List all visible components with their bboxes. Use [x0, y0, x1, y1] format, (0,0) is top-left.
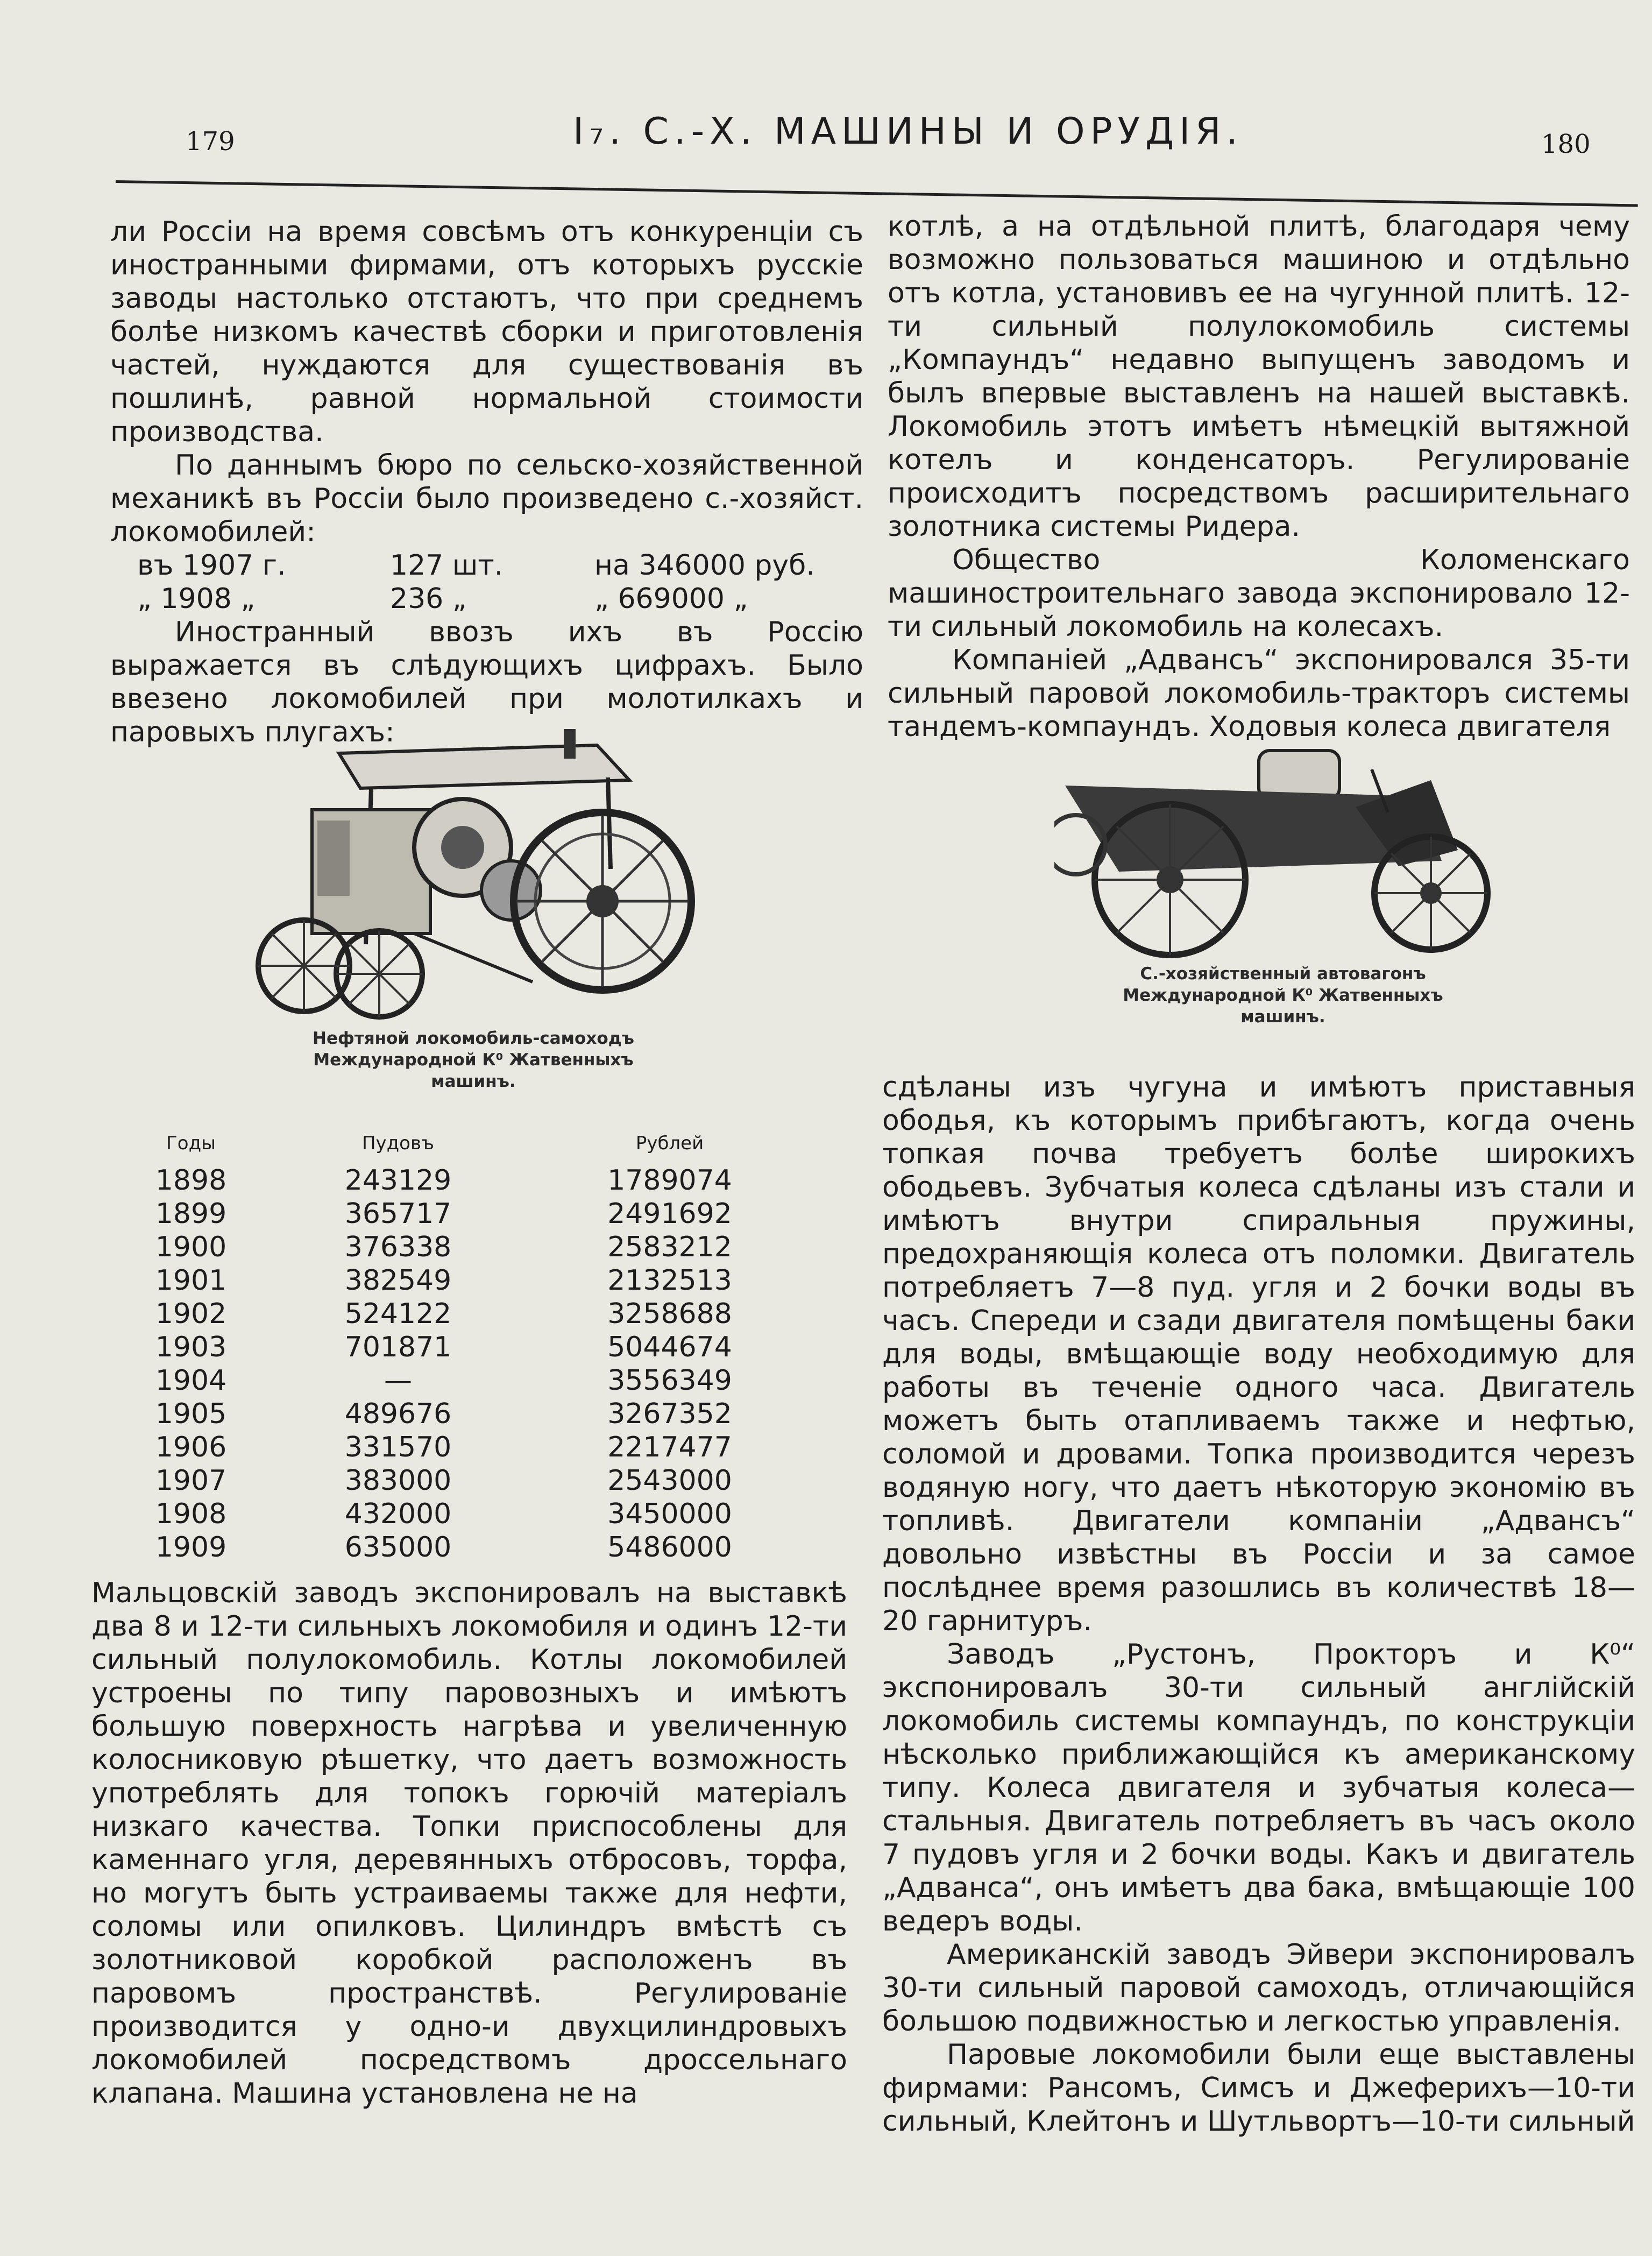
header-rule — [116, 180, 1638, 207]
production-count: 236 „ — [390, 583, 467, 615]
table-row — [134, 1397, 791, 1431]
table-row — [134, 1497, 791, 1531]
cell-poods: 524122 — [344, 1298, 452, 1330]
figure-caption-right — [1068, 963, 1498, 1028]
production-value: „ 669000 „ — [594, 583, 748, 615]
column-header-poods: Пудовъ — [361, 1133, 435, 1154]
table-row — [134, 1364, 791, 1397]
paragraph: Заводъ „Рустонъ, Прокторъ и К⁰“ экспонировалъ 30-ти сильный англійскій локомобиль системы компаундъ, по конструкціи нѣсколько приближающійся къ американскому типу. Колеса двигателя и зубчатыя колеса—стальныя. Двигатель потребляетъ въ часъ около 7 пудовъ угля и 2 бочки воды. Какъ и двигатель „Адванса“, онъ имѣетъ два бака, вмѣщающіе 100 ведеръ воды. — [882, 1638, 1635, 1937]
cell-year: 1906 — [155, 1431, 227, 1463]
cell-rubles: 5486000 — [607, 1531, 732, 1564]
table-row — [134, 1264, 791, 1297]
cell-rubles: 3450000 — [607, 1498, 732, 1530]
import-table — [134, 1133, 791, 1564]
production-row — [137, 549, 815, 582]
caption-line: Международной К⁰ Жатвенныхъ — [1123, 986, 1443, 1005]
paragraph: Паровые локомобили были еще выставлены фирмами: Рансомъ, Симсъ и Джеферихъ—10-ти сильный, Клейтонъ и Шутльвортъ—10-ти сильный — [882, 2039, 1635, 2138]
autowagon-illustration — [1054, 748, 1501, 963]
cell-poods: 376338 — [344, 1231, 452, 1263]
cell-poods: 383000 — [344, 1465, 452, 1497]
cell-rubles: 3556349 — [607, 1364, 732, 1397]
column-header-years: Годы — [166, 1133, 216, 1154]
cell-rubles: 2543000 — [607, 1465, 732, 1497]
cell-rubles: 3267352 — [607, 1398, 732, 1430]
tractor-illustration — [253, 729, 699, 1020]
table-row — [134, 1230, 791, 1264]
cell-poods: 243129 — [344, 1164, 452, 1197]
production-count: 127 шт. — [390, 549, 504, 582]
production-table — [137, 549, 815, 616]
cell-poods: 331570 — [344, 1431, 452, 1463]
caption-line: машинъ. — [1240, 1007, 1325, 1027]
caption-line: С.-хозяйственный автовагонъ — [1140, 964, 1426, 984]
cell-poods: 635000 — [344, 1531, 452, 1564]
table-row — [134, 1431, 791, 1464]
production-value: на 346000 руб. — [594, 549, 815, 582]
cell-rubles: 2583212 — [607, 1231, 732, 1263]
table-row — [134, 1464, 791, 1497]
paragraph: Компаніей „Адвансъ“ экспонировался 35-ти сильный паровой локомобиль-тракторъ системы тандемъ-компаундъ. Ходовыя колеса двигателя — [888, 644, 1630, 743]
cell-year: 1907 — [155, 1465, 227, 1497]
table-row — [134, 1197, 791, 1230]
cell-rubles: 1789074 — [607, 1164, 732, 1197]
paragraph: Мальцовскій заводъ экспонировалъ на выставкѣ два 8 и 12-ти сильныхъ локомобиля и одинъ 12-ти сильный полулокомобиль. Котлы локомобилей устроены по типу паровозныхъ и имѣютъ большую поверхность нагрѣва и увеличенную колосниковую рѣшетку, что даетъ возможность употреблять для топокъ горючій матеріалъ низкаго качества. Топки приспособлены для каменнаго угля, деревянныхъ отбросовъ, торфа, но могутъ быть устраиваемы также для нефти, соломы или опилковъ. Цилиндръ вмѣстѣ съ золотниковой коробкой расположенъ въ паровомъ пространствѣ. Регулированіе производится у одно-и двухцилиндровыхъ локомобилей посредствомъ дроссельнаго клапана. Машина установлена не на — [91, 1577, 847, 2110]
cell-poods: 489676 — [344, 1398, 452, 1430]
caption-line: машинъ. — [431, 1072, 516, 1091]
cell-year: 1903 — [155, 1331, 227, 1363]
cell-year: 1901 — [155, 1264, 227, 1297]
cell-year: 1902 — [155, 1298, 227, 1330]
page-title: I₇. С.-Х. МАШИНЫ И ОРУДІЯ. — [573, 110, 1243, 153]
table-header-row — [134, 1133, 791, 1164]
cell-year: 1904 — [155, 1364, 227, 1397]
paragraph: Общество Коломенскаго машиностроительнаго завода экспонировало 12-ти сильный локомобиль на колесахъ. — [888, 544, 1630, 643]
page-number-right: 180 — [1541, 129, 1591, 159]
cell-rubles: 2491692 — [607, 1198, 732, 1230]
cell-rubles: 5044674 — [607, 1331, 732, 1363]
cell-rubles: 2132513 — [607, 1264, 732, 1297]
table-row — [134, 1531, 791, 1564]
paragraph: котлѣ, а на отдѣльной плитѣ, благодаря чему возможно пользоваться машиною и отдѣльно отъ котла, установивъ ее на чугунной плитѣ. 12-ти сильный полулокомобиль системы „Компаундъ“ недавно выпущенъ заводомъ и былъ впервые выставленъ на нашей выставкѣ. Локомобиль этотъ имѣетъ нѣмецкій вытяжной котелъ и конденсаторъ. Регулированіе происходитъ посредствомъ расширительнаго золотника системы Ридера. — [888, 210, 1630, 543]
production-row — [137, 582, 815, 616]
page-number-left: 179 — [186, 126, 235, 157]
cell-year: 1899 — [155, 1198, 227, 1230]
cell-poods: 701871 — [344, 1331, 452, 1363]
paragraph: Американскій заводъ Эйвери экспонировалъ 30-ти сильный паровой самоходъ, отличающійся большою подвижностью и легкостью управленія. — [882, 1939, 1635, 2038]
cell-year: 1905 — [155, 1398, 227, 1430]
right-column-bottom — [882, 1071, 1635, 2138]
production-year: „ 1908 „ — [137, 583, 256, 615]
cell-year: 1909 — [155, 1531, 227, 1564]
cell-poods: 365717 — [344, 1198, 452, 1230]
cell-year: 1908 — [155, 1498, 227, 1530]
paragraph: сдѣланы изъ чугуна и имѣютъ приставныя ободья, къ которымъ прибѣгаютъ, когда очень топкая почва требуетъ болѣе широкихъ ободьевъ. Зубчатыя колеса сдѣланы изъ стали и имѣютъ внутри спиральныя пружины, предохраняющія колеса отъ поломки. Двигатель потребляетъ 7—8 пуд. угля и 2 бочки воды въ часъ. Спереди и сзади двигателя помѣщены баки для воды, вмѣщающіе воду необходимую для работы въ теченіе одного часа. Двигатель можетъ быть отапливаемъ также и нефтью, соломой и дровами. Топка производится черезъ водяную ногу, что даетъ нѣкоторую экономію въ топливѣ. Двигатели компаніи „Адвансъ“ довольно извѣстны въ Россіи и за самое послѣднее время разошлись въ количествѣ 18—20 гарнитуръ. — [882, 1071, 1635, 1637]
caption-line: Нефтяной локомобиль-самоходъ — [313, 1029, 634, 1048]
table-row — [134, 1164, 791, 1197]
cell-poods: 382549 — [344, 1264, 452, 1297]
production-year: въ 1907 г. — [137, 549, 286, 582]
caption-line: Международной К⁰ Жатвенныхъ — [313, 1050, 634, 1070]
table-row — [134, 1331, 791, 1364]
right-column-top — [888, 210, 1630, 744]
cell-year: 1900 — [155, 1231, 227, 1263]
table-row — [134, 1297, 791, 1331]
cell-year: 1898 — [155, 1164, 227, 1197]
left-column-top — [110, 215, 863, 749]
cell-poods: 432000 — [344, 1498, 452, 1530]
paragraph: Иностранный ввозъ ихъ въ Россію выражается въ слѣдующихъ цифрахъ. Было ввезено локомобилей при молотилкахъ и паровыхъ плугахъ: — [110, 616, 863, 748]
paragraph: ли Россіи на время совсѣмъ отъ конкуренціи съ иностранными фирмами, отъ которыхъ русскіе заводы настолько отстаютъ, что при среднемъ болѣе низкомъ качествѣ сборки и приготовленія частей, нуждаются для существованія въ пошлинѣ, равной нормальной стоимости производства. — [110, 216, 863, 448]
column-header-rubles: Рублей — [635, 1133, 704, 1154]
figure-caption-left — [253, 1028, 694, 1092]
left-column-bottom — [91, 1576, 847, 2110]
cell-rubles: 2217477 — [607, 1431, 732, 1463]
paragraph: По даннымъ бюро по сельско-хозяйственной механикѣ въ Россіи было произведено с.-хозяйст. локомобилей: — [110, 449, 863, 548]
cell-rubles: 3258688 — [607, 1298, 732, 1330]
cell-poods: — — [384, 1364, 412, 1397]
